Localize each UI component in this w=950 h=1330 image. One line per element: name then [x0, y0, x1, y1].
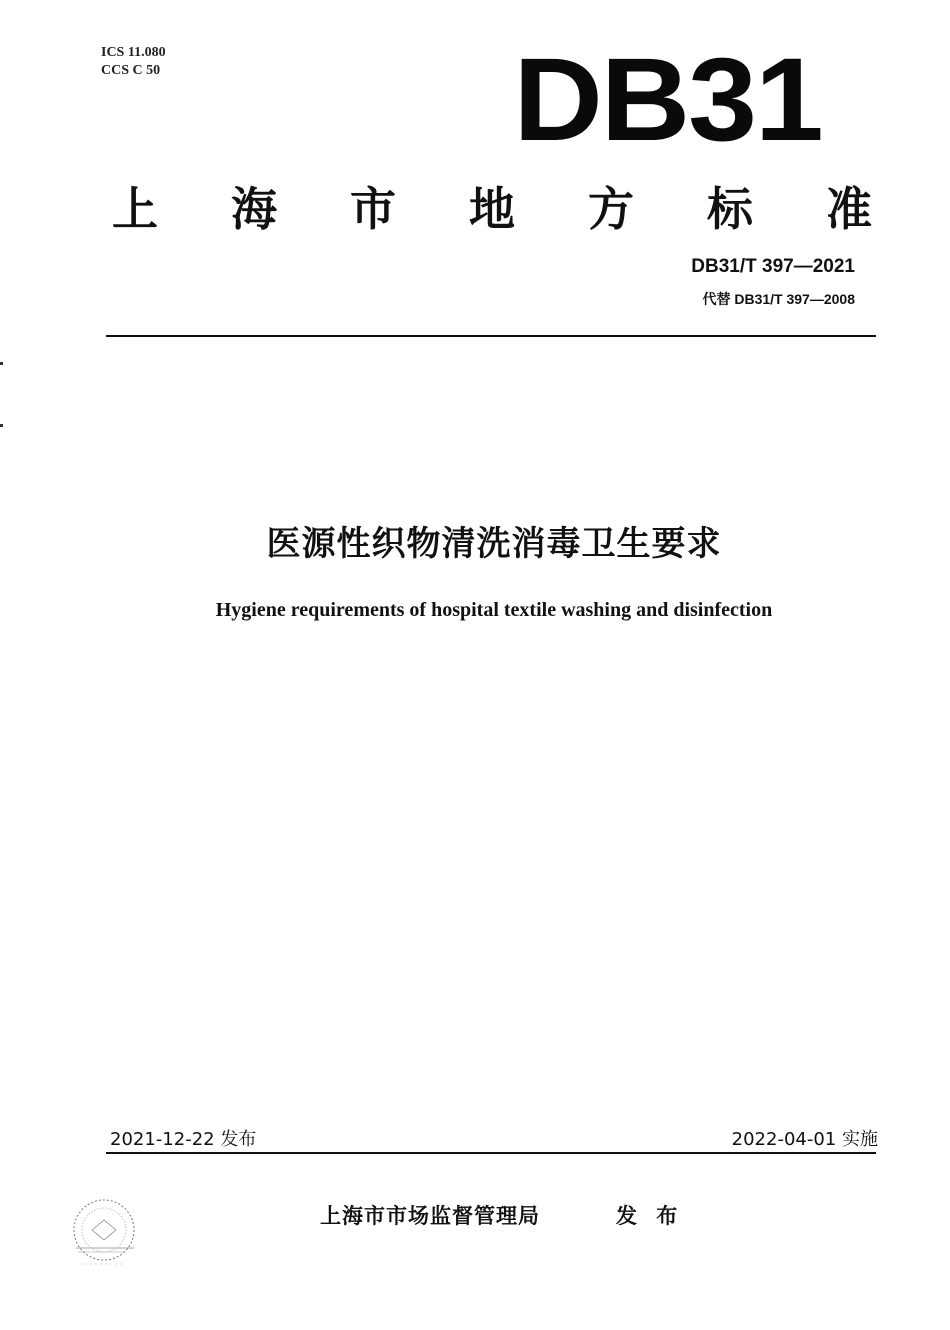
standard-number: DB31/T 397—2021: [691, 256, 855, 277]
implement-date: 2022-04-01 实施: [731, 1129, 878, 1150]
db31-logo: DB31: [513, 34, 822, 166]
footer-divider: [106, 1152, 876, 1154]
publish-label: 发 布: [616, 1204, 684, 1228]
publish-date: 2021-12-22 发布: [110, 1129, 257, 1150]
standard-type-char: 准: [826, 182, 872, 236]
ics-code: ICS 11.080: [101, 45, 166, 60]
standard-type-char: 海: [231, 182, 277, 236]
standard-type-char: 地: [469, 182, 515, 236]
document-title-chinese: 医源性织物清洗消毒卫生要求: [266, 524, 722, 564]
standard-type-char: 市: [350, 182, 396, 236]
replaces-note: 代替 DB31/T 397—2008: [702, 291, 855, 307]
standard-type-char: 方: [588, 182, 634, 236]
standard-type-title: [112, 182, 872, 236]
standard-type-char: 标: [707, 182, 753, 236]
classification-codes: [101, 44, 166, 80]
document-title-english: Hygiene requirements of hospital textile washing and disinfection: [215, 599, 773, 621]
standard-type-char: 上: [112, 182, 158, 236]
scan-mark: [0, 424, 3, 427]
header-divider: [106, 335, 876, 337]
seal-icon: [66, 1194, 146, 1274]
scan-mark: [0, 362, 3, 365]
ccs-code: CCS C 50: [101, 63, 161, 78]
publisher-name: 上海市市场监督管理局: [320, 1204, 540, 1228]
